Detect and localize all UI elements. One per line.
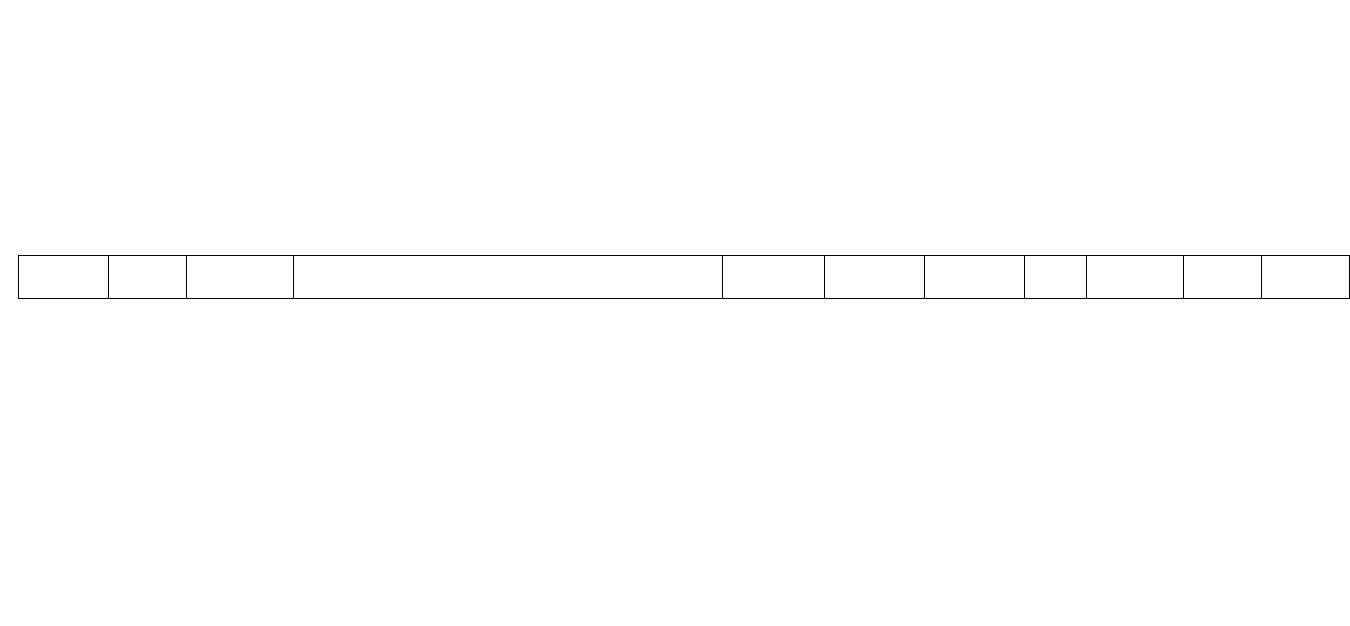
column-header-isno (19, 256, 109, 299)
table-header-row (19, 256, 1350, 299)
column-header-basvuru-bedeli (1024, 256, 1086, 299)
column-header-basvuru-bitis-tarihi (924, 256, 1024, 299)
column-header-basvuru-turu (1086, 256, 1184, 299)
column-header-banka-durumu (723, 256, 825, 299)
column-header-konut-sayisi-il-toplami (1262, 256, 1350, 299)
column-header-tanim (294, 256, 723, 299)
table-fragment-bottom (18, 255, 1350, 299)
column-header-konut-sayisi-il-ilce (1184, 256, 1262, 299)
column-header-il (108, 256, 186, 299)
column-header-ilce (186, 256, 294, 299)
column-header-basvuru-baslama-tarihi (825, 256, 925, 299)
page-break-gap (0, 175, 1350, 215)
